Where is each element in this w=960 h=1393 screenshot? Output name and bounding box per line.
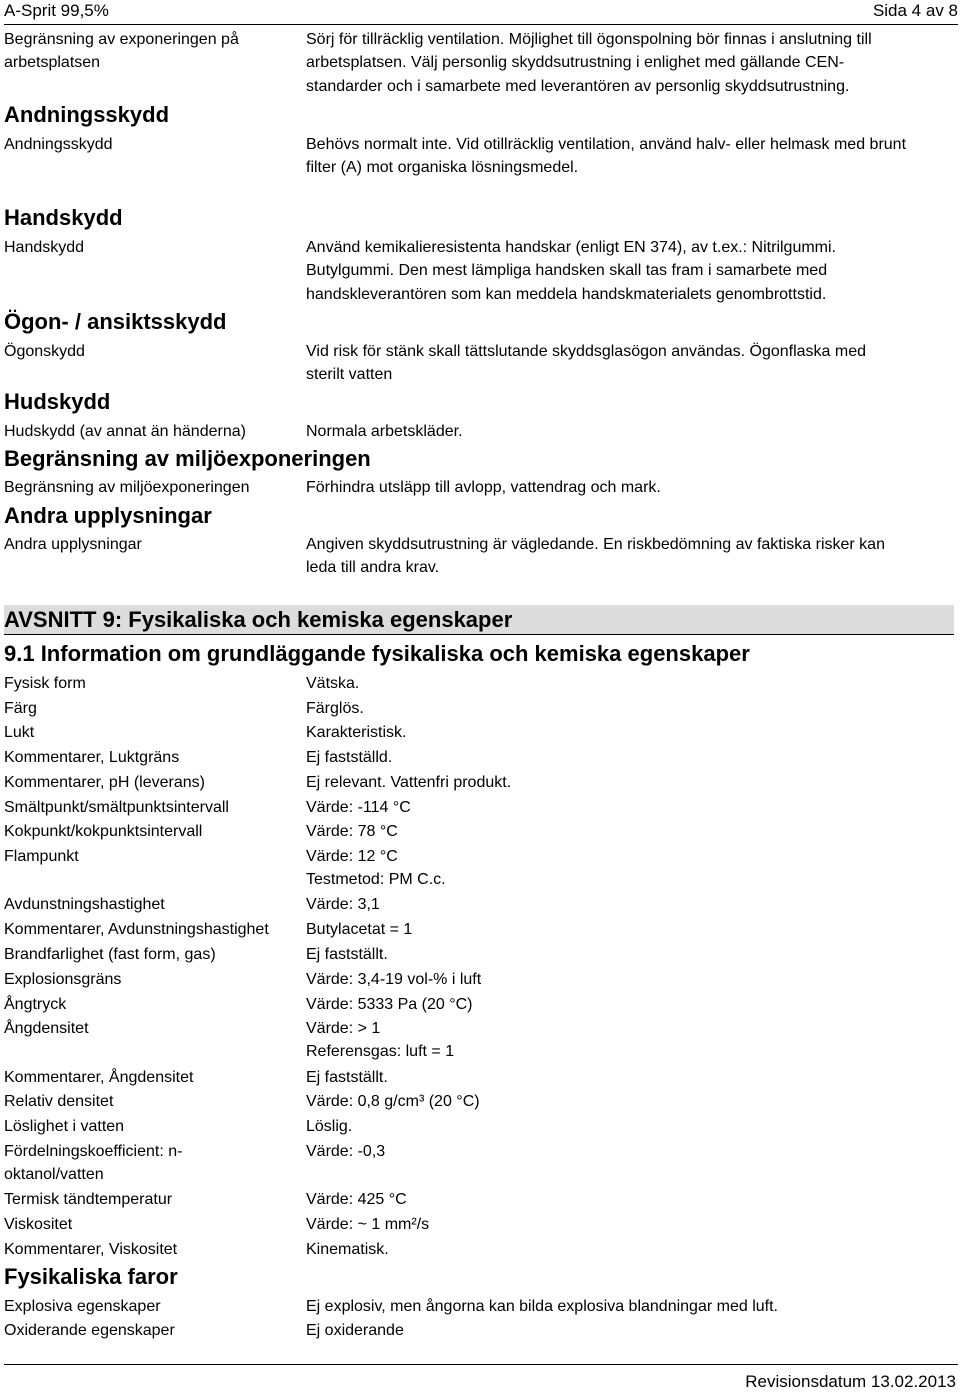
property-value: Ej relevant. Vattenfri produkt. [306, 774, 512, 791]
respiratory-label: Andningsskydd [4, 136, 113, 153]
property-label: Kommentarer, Ångdensitet [4, 1069, 194, 1086]
exposure-limit-label: Begränsning av exponeringen på arbetsplatsen [4, 31, 239, 72]
eye-heading: Ögon- / ansiktsskydd [4, 309, 227, 334]
property-label: Fördelningskoefficient: n-oktanol/vatten [4, 1143, 183, 1184]
hand-text: Använd kemikalieresistenta handskar (enligt EN 374), av t.ex.: Nitrilgummi. Butylgummi. Den mest lämpliga handsken skall tas fram i samarbete med handskleverantören som kan meddela handskmaterialets genombrottstid. [306, 239, 836, 303]
property-value: Värde: -0,3 [306, 1143, 386, 1160]
property-value: Värde: 3,4-19 vol-% i luft [306, 971, 482, 988]
property-label: Ångdensitet [4, 1020, 89, 1037]
skin-heading: Hudskydd [4, 389, 111, 414]
hazard-value: Ej oxiderande [306, 1322, 404, 1339]
property-value: Värde: > 1 Referensgas: luft = 1 [306, 1020, 455, 1061]
property-label: Ångtryck [4, 996, 67, 1013]
eye-text: Vid risk för stänk skall tättslutande skyddsglasögon användas. Ögonflaska med sterilt vatten [306, 343, 867, 384]
exposure-limit-text: Sörj för tillräcklig ventilation. Möjlighet till ögonspolning bör finnas i anslutning till arbetsplatsen. Välj personlig skyddsutrustning i enlighet med gällande CEN-standarder och i samarbete med leverantören av personlig skyddsutrustning. [306, 31, 872, 95]
property-label: Flampunkt [4, 848, 79, 865]
property-label: Relativ densitet [4, 1093, 114, 1110]
property-value: Löslig. [306, 1118, 353, 1135]
hazard-label: Explosiva egenskaper [4, 1298, 161, 1315]
hazards-heading: Fysikaliska faror [4, 1264, 178, 1289]
property-label: Explosionsgräns [4, 971, 122, 988]
property-label: Lukt [4, 724, 35, 741]
property-value: Ej fastställt. [306, 946, 388, 963]
property-value: Ej fastställd. [306, 749, 393, 766]
property-label: Löslighet i vatten [4, 1118, 125, 1135]
property-value: Värde: -114 °C [306, 799, 411, 816]
property-value: Kinematisk. [306, 1241, 389, 1258]
property-label: Termisk tändtemperatur [4, 1191, 173, 1208]
property-label: Kommentarer, Viskositet [4, 1241, 178, 1258]
other-heading: Andra upplysningar [4, 503, 212, 528]
respiratory-heading: Andningsskydd [4, 102, 170, 127]
property-label: Fysisk form [4, 675, 86, 692]
footer-divider [4, 1364, 958, 1365]
property-label: Brandfarlighet (fast form, gas) [4, 946, 216, 963]
property-value: Värde: 425 °C [306, 1191, 407, 1208]
page-number: Sida 4 av 8 [872, 1, 958, 20]
property-label: Kommentarer, Avdunstningshastighet [4, 921, 269, 938]
env-label: Begränsning av miljöexponeringen [4, 479, 250, 496]
skin-label: Hudskydd (av annat än händerna) [4, 423, 246, 440]
property-value: Värde: 0,8 g/cm³ (20 °C) [306, 1093, 480, 1110]
section-9-title [4, 605, 954, 635]
property-value: Karakteristisk. [306, 724, 407, 741]
property-value: Värde: ~ 1 mm²/s [306, 1216, 430, 1233]
hazard-label: Oxiderande egenskaper [4, 1322, 175, 1339]
property-value: Värde: 12 °C Testmetod: PM C.c. [306, 848, 446, 889]
eye-label: Ögonskydd [4, 343, 85, 360]
section-9-title-text: AVSNITT 9: Fysikaliska och kemiska egenskaper [4, 607, 513, 632]
property-value: Värde: 5333 Pa (20 °C) [306, 996, 473, 1013]
property-label: Kommentarer, Luktgräns [4, 749, 180, 766]
property-label: Kommentarer, pH (leverans) [4, 774, 205, 791]
product-name: A-Sprit 99,5% [4, 1, 109, 20]
property-value: Ej fastställt. [306, 1069, 388, 1086]
property-label: Kokpunkt/kokpunktsintervall [4, 823, 203, 840]
skin-text: Normala arbetskläder. [306, 423, 463, 440]
hand-label: Handskydd [4, 239, 85, 256]
property-value: Butylacetat = 1 [306, 921, 413, 938]
property-value: Vätska. [306, 675, 360, 692]
property-value: Värde: 3,1 [306, 896, 380, 913]
property-value: Värde: 78 °C [306, 823, 398, 840]
other-label: Andra upplysningar [4, 536, 142, 553]
property-label: Smältpunkt/smältpunktsintervall [4, 799, 229, 816]
page-header [4, 0, 958, 25]
other-text: Angiven skyddsutrustning är vägledande. En riskbedömning av faktiska risker kan leda till andra krav. [306, 536, 885, 577]
hand-heading: Handskydd [4, 205, 123, 230]
respiratory-text: Behövs normalt inte. Vid otillräcklig ventilation, använd halv- eller helmask med brunt filter (A) mot organiska lösningsmedel. [306, 136, 907, 177]
property-value: Färglös. [306, 700, 364, 717]
revision-date: Revisionsdatum 13.02.2013 [745, 1372, 956, 1391]
hazard-value: Ej explosiv, men ångorna kan bilda explosiva blandningar med luft. [306, 1298, 778, 1315]
section-9-1-title: 9.1 Information om grundläggande fysikaliska och kemiska egenskaper [4, 641, 750, 666]
property-label: Färg [4, 700, 37, 717]
property-label: Viskositet [4, 1216, 73, 1233]
env-heading: Begränsning av miljöexponeringen [4, 446, 371, 471]
env-text: Förhindra utsläpp till avlopp, vattendrag och mark. [306, 479, 661, 496]
property-label: Avdunstningshastighet [4, 896, 165, 913]
